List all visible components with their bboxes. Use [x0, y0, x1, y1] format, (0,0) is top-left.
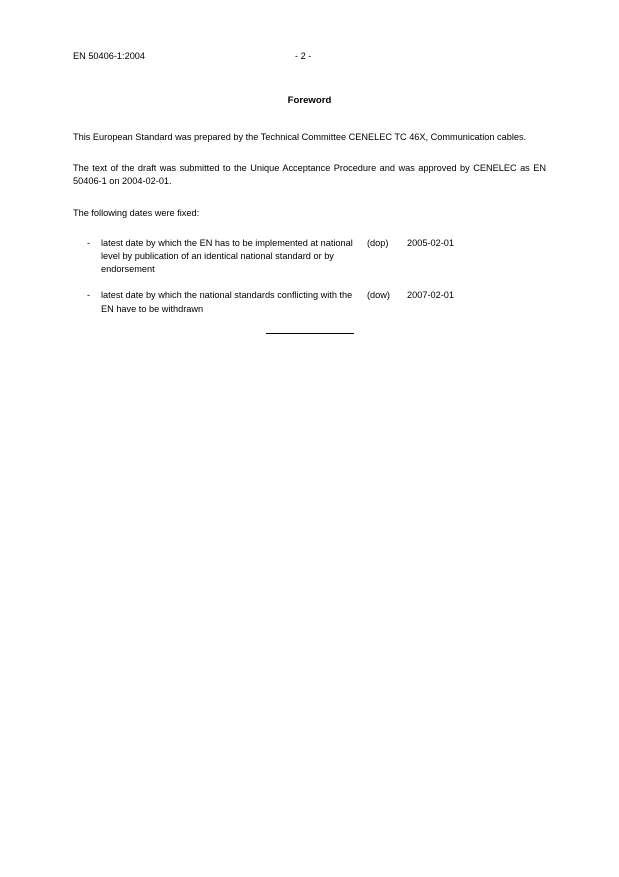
section-divider — [266, 332, 354, 334]
list-item-bullet: - — [87, 290, 91, 301]
paragraph-dates-intro: The following dates were fixed: — [73, 207, 200, 218]
paragraph-approval: The text of the draft was submitted to the Unique Acceptance Procedure and was approved by CENELEC as EN 50406-1 on 2004-02-01. — [73, 163, 546, 187]
section-divider-wrap — [73, 316, 546, 334]
header-standard-reference: EN 50406-1:2004 — [73, 51, 146, 61]
list-item-date: 2005-02-01 — [407, 237, 454, 248]
list-item — [73, 276, 546, 315]
date-list — [73, 220, 546, 316]
header-page-number: - 2 - — [295, 51, 312, 61]
list-item-text: latest date by which the national standards conflicting with the EN have to be withdrawn — [101, 290, 353, 314]
list-item-date: 2007-02-01 — [407, 290, 454, 301]
paragraph-committee: This European Standard was prepared by the Technical Committee CENELEC TC 46X, Communication cables. — [73, 132, 527, 142]
list-item — [73, 237, 546, 277]
list-item-bullet: - — [87, 237, 91, 248]
list-item-text: latest date by which the EN has to be implemented at national level by publication of an identical national standard or by endorsement — [101, 237, 353, 275]
page-content — [73, 50, 546, 334]
list-item-code: (dow) — [367, 290, 390, 301]
list-item-code: (dop) — [367, 237, 389, 248]
page-title: Foreword — [287, 95, 332, 106]
page-header — [73, 50, 546, 63]
